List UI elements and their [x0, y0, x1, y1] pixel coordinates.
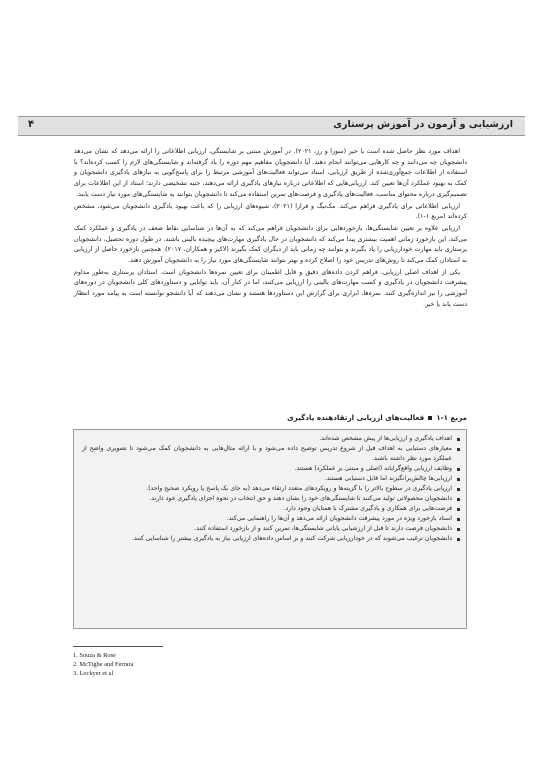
footnote: 1. Souza & Rose: [73, 652, 116, 659]
footnote: 2. McTighe and Ferrara: [73, 661, 134, 668]
square-bullet-icon: [428, 416, 432, 420]
paragraph: ارزیابی اطلاعاتی برای یادگیری فراهم می‌کند. مک‌تیگ و فرارا (۲۰۲۱)، شیوه‌های ارزیابی را که باعث بهبود یادگیری دانشجویان می‌شود، مشخص کرده‌اند (مربع ۱-۱).: [74, 202, 467, 221]
activities-box: [73, 429, 467, 629]
footnote: 3. Lockyer et al: [73, 670, 114, 677]
list-item: معیارهای دستیابی به اهداف قبل از شروع تدریس توضیح داده می‌شود و با ارائه مثال‌هایی به دانشجویان کمک می‌شود تا تصویری واضح از عملکرد مورد نظر داشته باشند.: [82, 444, 460, 464]
running-header-title: ارزشیابی و آزمون در آموزش پرستاری: [333, 119, 513, 130]
footnotes: [73, 651, 133, 678]
paragraph: اهداف مورد نظر حاصل شده است یا خیر (سوزا و رز، ۲۰۲۱). در آموزش مبتنی بر شایستگی، ارزیابی اطلاعاتی را ارائه می‌دهد که نشان می‌دهد دانشجویان چه می‌دانند و چه کارهایی می‌توانند انجام دهند. آیا دانشجویان مفاهیم مهم دوره را یاد گرفته‌اند و شایستگی‌های لازم را کسب کرده‌اند؟ با استفاده از اطلاعات جمع‌آوری‌شده از طریق ارزیابی، استاد می‌تواند فعالیت‌های آموزشی مرتبط را برای پاسخ‌گویی به نیازهای یادگیری دانشجویان و کمک به بهبود عملکرد آن‌ها تعیین کند. ارزیابی‌هایی که اطلاعاتی درباره نیازهای یادگیری ارائه می‌دهند، جنبه تشخیصی دارند؛ استاد از این اطلاعات برای تصمیم‌گیری درباره محتوای مناسب، فعالیت‌های یادگیری و فرصت‌های تمرین استفاده می‌کند تا دانشجویان بتوانند به شایستگی‌های مورد نیاز دست یابند.: [74, 148, 467, 198]
box-title: [287, 413, 467, 422]
list-item: ارزیابی‌ها چالش‌برانگیزند اما قابل دستیابی هستند.: [82, 474, 460, 484]
list-item: ارزیابی یادگیری در سطوح بالاتر را با گزینه‌ها و رویکردهای متعدد ارتقاء می‌دهد (به جای یک پاسخ یا رویکرد صحیح واحد).: [82, 484, 460, 494]
list-item: فرصت‌هایی برای همکاری و یادگیری مشترک با همتایان وجود دارد.: [82, 504, 460, 514]
list-item: استاد بازخورد ویژه در مورد پیشرفت دانشجویان ارائه می‌دهد و آن‌ها را راهنمایی می‌کند.: [82, 514, 460, 524]
activities-list: [82, 434, 460, 544]
footnote-divider: [73, 646, 163, 647]
box-title-text: فعالیت‌های ارزیابی ارتقادهنده یادگیری: [287, 413, 425, 422]
list-item: اهداف یادگیری و ارزیابی‌ها از پیش مشخص شده‌اند.: [82, 434, 460, 444]
running-header: [18, 116, 525, 136]
box-number: مربع ۱-۱: [436, 413, 467, 422]
list-item: وظایف ارزیابی واقع‌گرایانه (اصلی و مبتنی بر عملکرد) هستند.: [82, 464, 460, 474]
body-text: [74, 147, 467, 312]
list-item: دانشجویان فرصت دارند تا قبل از ارزشیابی پایانی شایستگی‌ها، تمرین کنند و از بازخورد استفاده کنند.: [82, 524, 460, 534]
list-item: دانشجویان ترغیب می‌شوند که در خودارزیابی شرکت کنند و بر اساس داده‌های ارزیابی نیاز به یادگیری بیشتر را شناسایی کنند.: [82, 534, 460, 544]
list-item: دانشجویان محصولاتی تولید می‌کنند تا شایستگی‌های خود را نشان دهند و حق انتخاب در نحوه اجرای یادگیری خود دارند.: [82, 494, 460, 504]
page-number: ۴: [28, 119, 35, 130]
paragraph: ارزیابی علاوه بر تعیین شایستگی‌ها، بازخوردهایی برای دانشجویان فراهم می‌کند که به آن‌ها در شناسایی نقاط ضعف در یادگیری و عملکرد کمک می‌کند. این بازخورد زمانی اهمیت بیشتری پیدا می‌کند که دانشجویان در حال یادگیری مهارت‌های پیچیده بالینی باشند. در طول دوره تحصیل، دانشجویان پرستاری باید مهارت خودارزیابی را یاد بگیرند و بتوانند چه زمانی باید از دیگران کمک بگیرند (لاکیر و همکاران، ۲۰۱۷). همچنین بازخورد حاصل از ارزیابی به استادان کمک می‌کند تا روش‌های تدریس خود را اصلاح کرده و بهتر بتوانند شایستگی‌های مورد نیاز را به دانشجویان آموزش دهند.: [74, 224, 467, 265]
paragraph: یکی از اهداف اصلی ارزیابی، فراهم کردن داده‌های دقیق و قابل اطمینان برای تعیین نمره‌ها دانشجویان است. استادان پرستاری به‌طور مداوم پیشرفت دانشجویان در یادگیری و کسب مهارت‌های بالینی را ارزیابی می‌کنند، اما در کنار آن، باید توانایی و دستاوردهای کلی دانشجویان در دوره‌های آموزشی را نیز اندازه‌گیری کنند. نمره‌ها، ابزاری برای گزارش این دستاوردها هستند و نشان می‌دهند که آیا دانشجو توانسته است به پیامد مورد انتظار دست یابد یا خیر.: [74, 268, 467, 308]
